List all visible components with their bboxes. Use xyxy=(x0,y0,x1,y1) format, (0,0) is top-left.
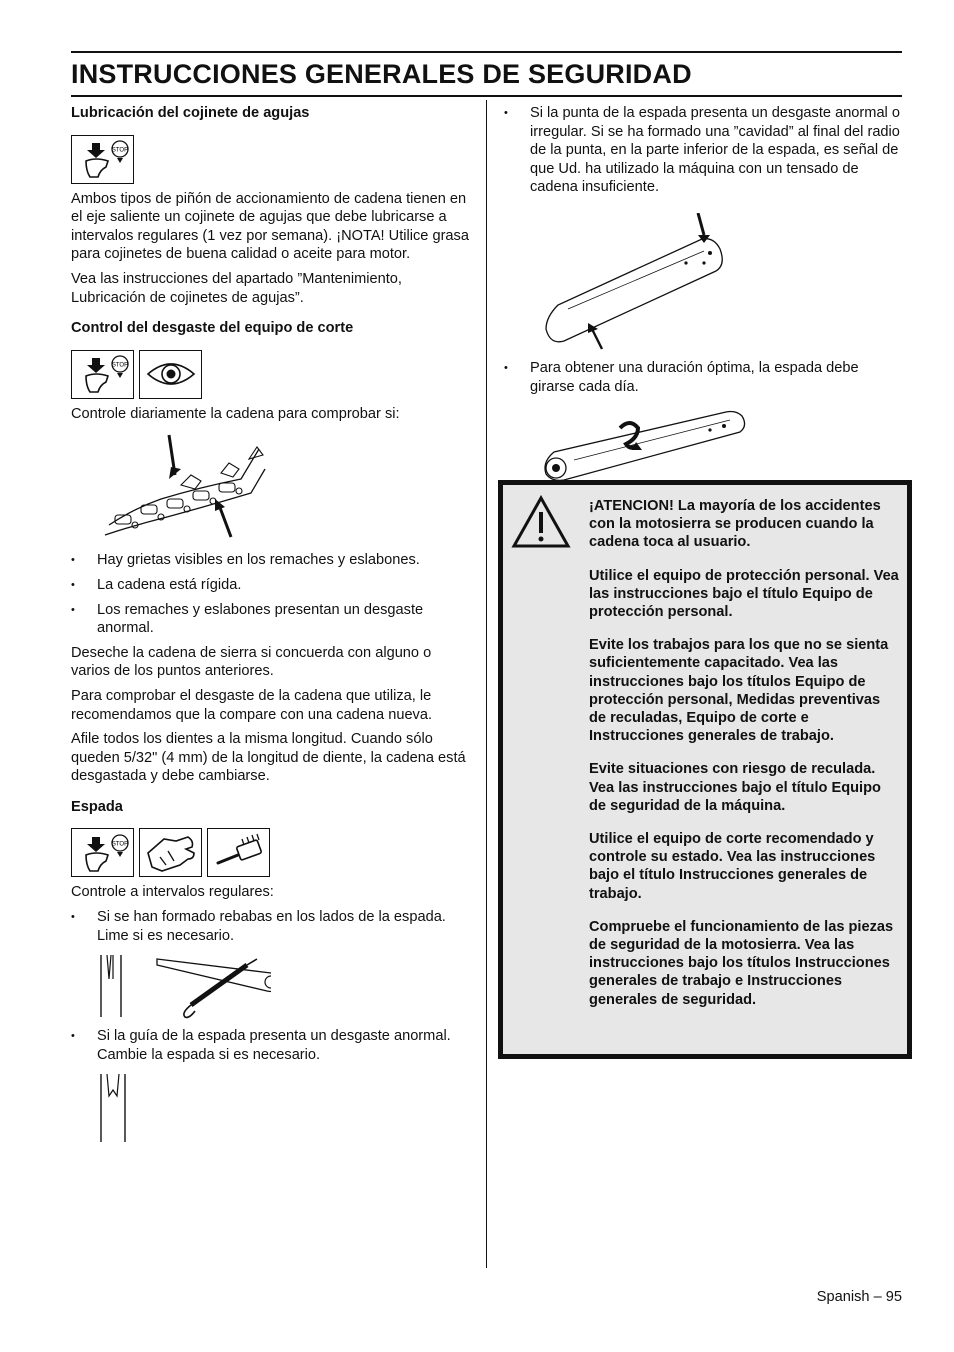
bar-burr-file-illustration xyxy=(71,951,271,1021)
column-divider xyxy=(486,100,487,1268)
warning-paragraph-4: Evite situaciones con riesgo de reculada. Vea las instrucciones bajo el título Equipo de seguridad de la máquina. xyxy=(589,761,881,814)
espada-bullet-2: • Si la guía de la espada presenta un desgaste anormal. Cambie la espada si es necesario. xyxy=(71,1027,471,1064)
warning-box-inner xyxy=(503,485,907,1054)
page-number: Spanish – 95 xyxy=(816,1289,902,1305)
page-title: INSTRUCCIONES GENERALES DE SEGURIDAD xyxy=(71,59,692,89)
lubricacion-paragraph-2: Vea las instrucciones del apartado ”Mantenimiento, Lubricación de cojinetes de agujas”. xyxy=(71,270,402,306)
warning-paragraph-5: Utilice el equipo de corte recomendado y controle su estado. Vea las instrucciones bajo el título Instrucciones generales de trabajo. xyxy=(589,831,876,902)
espada-intro: Controle a intervalos regulares: xyxy=(71,884,274,901)
section-heading-espada: Espada xyxy=(71,798,123,815)
right-bullet-2: • Para obtener una duración óptima, la espada debe girarse cada día. xyxy=(504,359,904,396)
warning-paragraph-1: ¡ATENCION! La mayoría de los accidentes con la motosierra se producen cuando la cadena toca al usuario. xyxy=(589,498,881,551)
desgaste-paragraph-4: Afile todos los dientes a la misma longitud. Cuando sólo queden 5/32" (4 mm) de la longitud de diente, la cadena está desgastada y debe cambiarse. xyxy=(71,731,466,785)
espada-bullet-1: • Si se han formado rebabas en los lados de la espada. Lime si es necesario. xyxy=(71,908,471,945)
desgaste-paragraph-2: Deseche la cadena de sierra si concuerda con alguno o varios de los puntos anteriores. xyxy=(71,644,432,680)
warning-box xyxy=(498,480,912,1059)
right-bullet-1: • Si la punta de la espada presenta un desgaste anormal o irregular. Si se ha formado una ”cavidad” al final del radio de la punta, en la parte inferior de la espada, es señal de que Ud. ha utilizado la máquina con un tensado de cadena insuficiente. xyxy=(504,104,904,197)
icon-row-espada xyxy=(71,828,471,877)
section-heading-lubricacion: Lubricación del cojinete de agujas xyxy=(71,105,310,121)
bar-groove-wear-illustration xyxy=(71,1070,271,1144)
desgaste-bullet-1: • Hay grietas visibles en los remaches y eslabones. xyxy=(71,551,471,570)
warning-text xyxy=(589,497,901,1024)
stop-engine-icon xyxy=(71,135,134,184)
icon-row-lubricacion xyxy=(71,135,471,184)
stop-label: STOP xyxy=(111,362,128,369)
stop-label: STOP xyxy=(111,841,128,848)
stop-engine-icon xyxy=(71,828,134,877)
bar-tip-wear-illustration xyxy=(534,213,764,353)
desgaste-bullet-3: • Los remaches y eslabones presentan un desgaste anormal. xyxy=(71,601,471,638)
protective-glove-icon xyxy=(139,828,202,877)
warning-paragraph-3: Evite los trabajos para los que no se sienta suficientemente capacitado. Vea las instrucciones bajo los títulos Equipo de protección personal, Medidas preventivas de reculadas, Equipo de corte e Instrucciones generales de trabajo. xyxy=(589,637,889,745)
bar-rotate-illustration xyxy=(534,402,764,486)
desgaste-paragraph-3: Para comprobar el desgaste de la cadena que utiliza, le recomendamos que la compare con una cadena nueva. xyxy=(71,687,433,723)
stop-engine-icon xyxy=(71,350,134,399)
right-column xyxy=(504,104,904,492)
chain-wear-illustration xyxy=(71,429,271,545)
icon-row-desgaste xyxy=(71,350,471,399)
warning-paragraph-2: Utilice el equipo de protección personal. Vea las instrucciones bajo el título Equipo de protección personal. xyxy=(589,567,899,621)
lubricacion-paragraph-1: Ambos tipos de piñón de accionamiento de cadena tienen en el eje saliente un cojinete de agujas que debe lubricarse a intervalos regulares (1 vez por semana). ¡NOTA! Utilice grasa para cojinetes de buena calidad o aceite para motor. xyxy=(71,190,469,263)
desgaste-intro: Controle diariamente la cadena para comprobar si: xyxy=(71,405,400,422)
left-column xyxy=(71,104,471,1150)
page-header xyxy=(71,51,902,97)
cleaning-brush-icon xyxy=(207,828,270,877)
eye-inspect-icon xyxy=(139,350,202,399)
warning-triangle-icon xyxy=(511,495,571,549)
stop-label: STOP xyxy=(111,147,128,154)
desgaste-bullet-2: • La cadena está rígida. xyxy=(71,576,471,595)
warning-paragraph-6: Compruebe el funcionamiento de las piezas de seguridad de la motosierra. Vea las instrucciones bajo los títulos Instrucciones generales de trabajo e Instrucciones generales de seguridad. xyxy=(589,918,894,1008)
section-heading-desgaste: Control del desgaste del equipo de corte xyxy=(71,320,354,337)
